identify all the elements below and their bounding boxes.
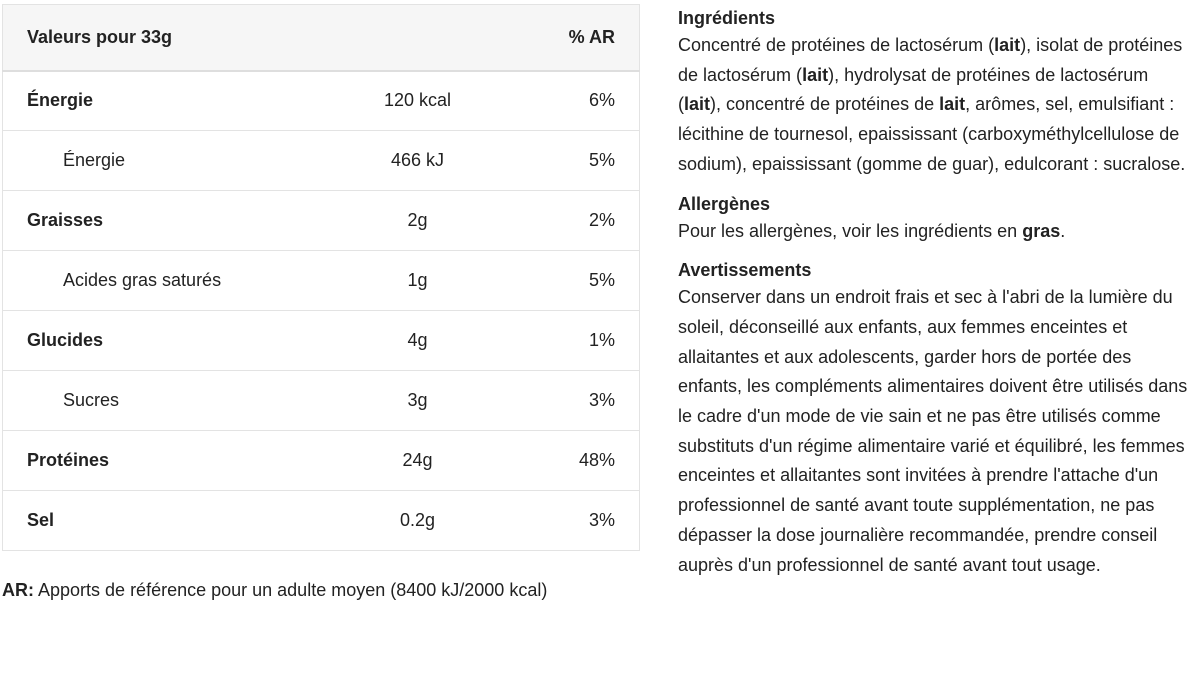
table-row — [3, 251, 640, 311]
nutrient-ar: 3% — [503, 491, 640, 551]
warnings-title: Avertissements — [678, 260, 812, 281]
nutrient-name: Énergie — [3, 131, 333, 191]
nutrient-ar: 6% — [503, 71, 640, 131]
table-row — [3, 71, 640, 131]
nutrient-ar: 48% — [503, 431, 640, 491]
table-row — [3, 131, 640, 191]
nutrition-table — [2, 4, 640, 551]
nutrient-ar: 1% — [503, 311, 640, 371]
allergen-highlight: lait — [684, 94, 711, 115]
header-quantity — [333, 5, 503, 71]
nutrient-quantity: 0.2g — [333, 491, 503, 551]
allergens-text — [678, 217, 1188, 247]
header-ar-label: % AR — [503, 5, 640, 71]
header-serving-label: Valeurs pour 33g — [3, 5, 333, 71]
table-row — [3, 371, 640, 431]
nutrient-name: Sucres — [3, 371, 333, 431]
nutrient-quantity: 2g — [333, 191, 503, 251]
table-row — [3, 491, 640, 551]
nutrient-name: Graisses — [3, 191, 333, 251]
product-info — [678, 6, 1188, 580]
nutrient-ar: 3% — [503, 371, 640, 431]
nutrient-name: Protéines — [3, 431, 333, 491]
allergen-highlight: lait — [939, 94, 966, 115]
ingredients-title: Ingrédients — [678, 8, 776, 28]
ingredients-text-part: ), isolat de protéines de lactosérum ( — [678, 35, 1183, 85]
nutrient-quantity: 4g — [333, 311, 503, 371]
ingredients-text-part: ), hydrolysat de protéines de lactosérum ( — [678, 64, 1149, 115]
nutrient-quantity: 466 kJ — [333, 131, 503, 191]
nutrient-ar: 5% — [503, 251, 640, 311]
ingredients-text-part: , arômes, sel, emulsifiant : lécithine de tournesol, epaississant (carboxyméthylcellulose de sodium), epaississant (gomme de guar), edulcorant : sucralose. — [678, 94, 1186, 174]
allergens-title: Allergènes — [678, 193, 771, 214]
allergens-text-end: . — [1060, 220, 1066, 241]
nutrition-panel — [2, 4, 640, 551]
ingredients-text-part: Concentré de protéines de lactosérum ( — [678, 35, 995, 55]
nutrient-quantity: 120 kcal — [333, 71, 503, 131]
nutrition-table-header — [3, 5, 640, 71]
nutrient-quantity: 24g — [333, 431, 503, 491]
footnote-label: AR: — [2, 580, 34, 600]
table-row — [3, 431, 640, 491]
allergen-highlight: lait — [802, 64, 829, 85]
ingredients-text — [678, 31, 1188, 180]
table-row — [3, 191, 640, 251]
nutrient-quantity: 3g — [333, 371, 503, 431]
ar-footnote — [2, 580, 547, 601]
ingredients-text-part: ), concentré de protéines de — [710, 94, 940, 115]
allergens-text-part: Pour les allergènes, voir les ingrédients en — [678, 220, 1023, 241]
footnote-text: Apports de référence pour un adulte moyen (8400 kJ/2000 kcal) — [34, 580, 548, 600]
nutrient-ar: 2% — [503, 191, 640, 251]
allergens-bold-word: gras — [1022, 220, 1061, 241]
allergen-highlight: lait — [994, 35, 1021, 55]
nutrient-name: Énergie — [3, 71, 333, 131]
nutrient-name: Glucides — [3, 311, 333, 371]
nutrient-ar: 5% — [503, 131, 640, 191]
nutrient-name: Acides gras saturés — [3, 251, 333, 311]
table-row — [3, 311, 640, 371]
nutrient-quantity: 1g — [333, 251, 503, 311]
nutrient-name: Sel — [3, 491, 333, 551]
warnings-text: Conserver dans un endroit frais et sec à l'abri de la lumière du soleil, déconseillé aux enfants, aux femmes enceintes et allaitantes et aux adolescents, garder hors de portée des enfants, les compléments alimentaires doivent être utilisés dans le cadre d'un mode de vie sain et ne pas être utilisés comme substituts d'un régime alimentaire varié et équilibré, les femmes enceintes et allaitantes sont invitées à prendre l'attache d'un professionnel de santé avant toute supplémentation, ne pas dépasser la dose journalière recommandée, prendre conseil auprès d'un professionnel de santé avant tout usage. — [678, 287, 1188, 575]
